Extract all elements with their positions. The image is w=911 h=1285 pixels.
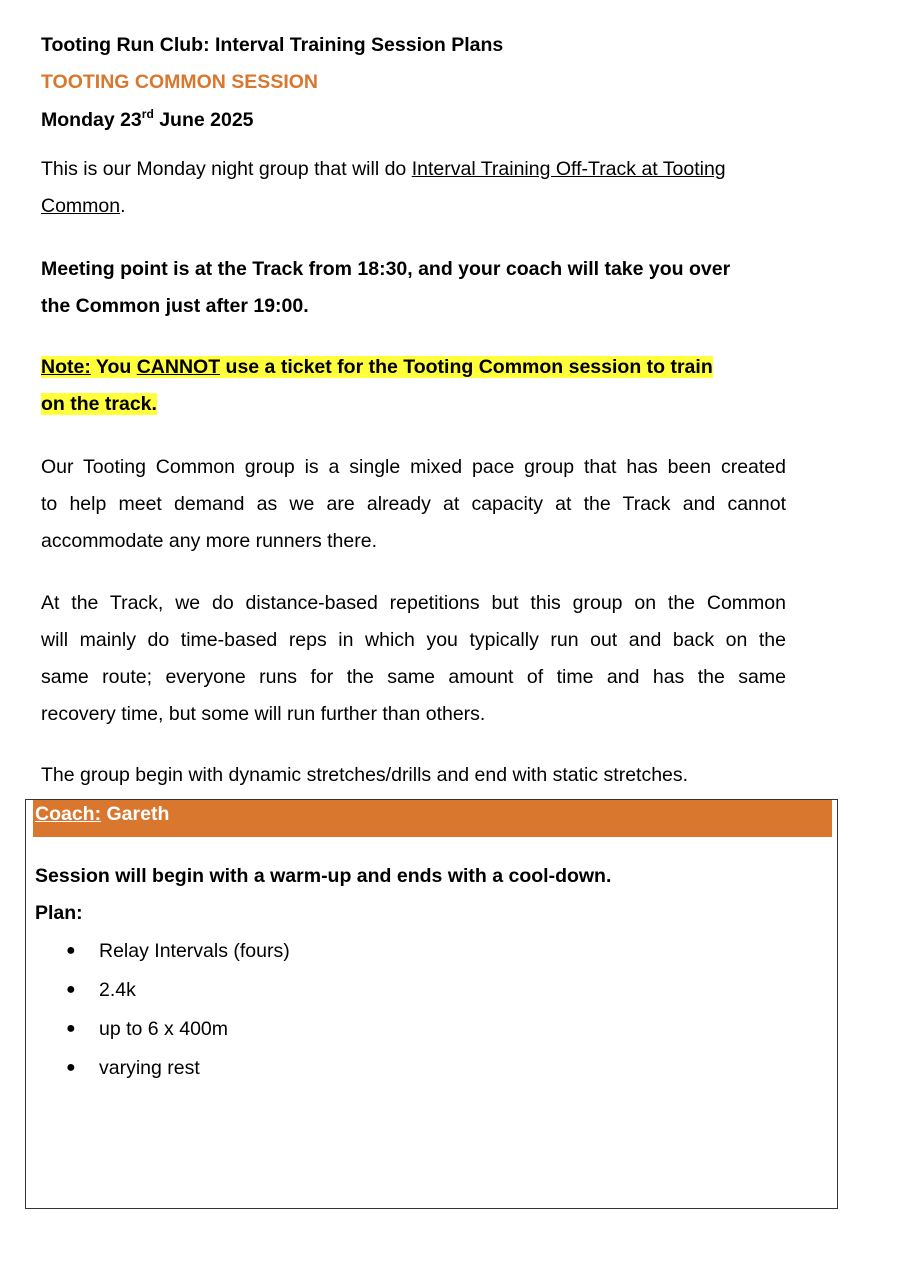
- note-line-1: [41, 356, 713, 379]
- plan-item-text: up to 6 x 400m: [99, 1018, 228, 1040]
- plan-item-text: Relay Intervals (fours): [99, 940, 290, 962]
- group-p1-line-3: accommodate any more runners there.: [41, 530, 377, 552]
- note-cannot: CANNOT: [136, 356, 221, 378]
- plan-item-text: varying rest: [99, 1057, 200, 1079]
- note-text-1: You: [90, 356, 137, 378]
- bullet-icon: ●: [66, 1020, 76, 1037]
- plan-label: Plan:: [35, 902, 83, 924]
- document-title: Tooting Run Club: Interval Training Session Plans: [41, 34, 504, 56]
- note-label: Note:: [41, 356, 91, 378]
- note-text-3: on the track.: [41, 393, 157, 415]
- plan-item-text: 2.4k: [99, 979, 136, 1001]
- bullet-icon: ●: [66, 981, 76, 998]
- interval-training-link-cont[interactable]: Common: [41, 195, 121, 217]
- intro-line-2: [41, 195, 126, 218]
- group-p2-line-4: recovery time, but some will run further than others.: [41, 703, 486, 725]
- intro-period: .: [120, 195, 126, 217]
- group-p2-line-1: At the Track, we do distance-based repetitions but this group on the Common: [41, 592, 786, 614]
- note-text-2: use a ticket for the Tooting Common session to train: [220, 356, 713, 378]
- stretches-text: The group begin with dynamic stretches/drills and end with static stretches.: [41, 764, 689, 786]
- group-p1-line-2: to help meet demand as we are already at capacity at the Track and cannot: [41, 493, 786, 515]
- group-p2-line-2: will mainly do time-based reps in which you typically run out and back on the: [41, 629, 786, 651]
- coach-name: Gareth: [101, 803, 170, 825]
- meeting-line-1: Meeting point is at the Track from 18:30, and your coach will take you over: [41, 258, 731, 280]
- session-name: TOOTING COMMON SESSION: [41, 71, 318, 93]
- group-p1-line-1: Our Tooting Common group is a single mixed pace group that has been created: [41, 456, 786, 478]
- note-line-2: [41, 393, 157, 416]
- session-date: [41, 106, 254, 132]
- date-rest: June 2025: [153, 109, 254, 131]
- bullet-icon: ●: [66, 1059, 76, 1076]
- coach-label: Coach:: [35, 803, 102, 825]
- plan-item: [35, 1051, 290, 1090]
- plan-list: [35, 934, 290, 1090]
- coach-header-bar: [33, 800, 832, 837]
- date-suffix: rd: [141, 106, 154, 121]
- meeting-line-2: the Common just after 19:00.: [41, 295, 309, 317]
- bullet-icon: ●: [66, 942, 76, 959]
- date-day: Monday 23: [41, 109, 142, 131]
- session-warmup-line: Session will begin with a warm-up and ends with a cool-down.: [35, 865, 612, 887]
- plan-item: [35, 1012, 290, 1051]
- group-p2-line-3: same route; everyone runs for the same amount of time and has the same: [41, 666, 786, 688]
- intro-text: This is our Monday night group that will do: [41, 158, 412, 180]
- intro-line-1: [41, 158, 726, 181]
- plan-item: [35, 973, 290, 1012]
- interval-training-link[interactable]: Interval Training Off-Track at Tooting: [411, 158, 726, 180]
- plan-item: [35, 934, 290, 973]
